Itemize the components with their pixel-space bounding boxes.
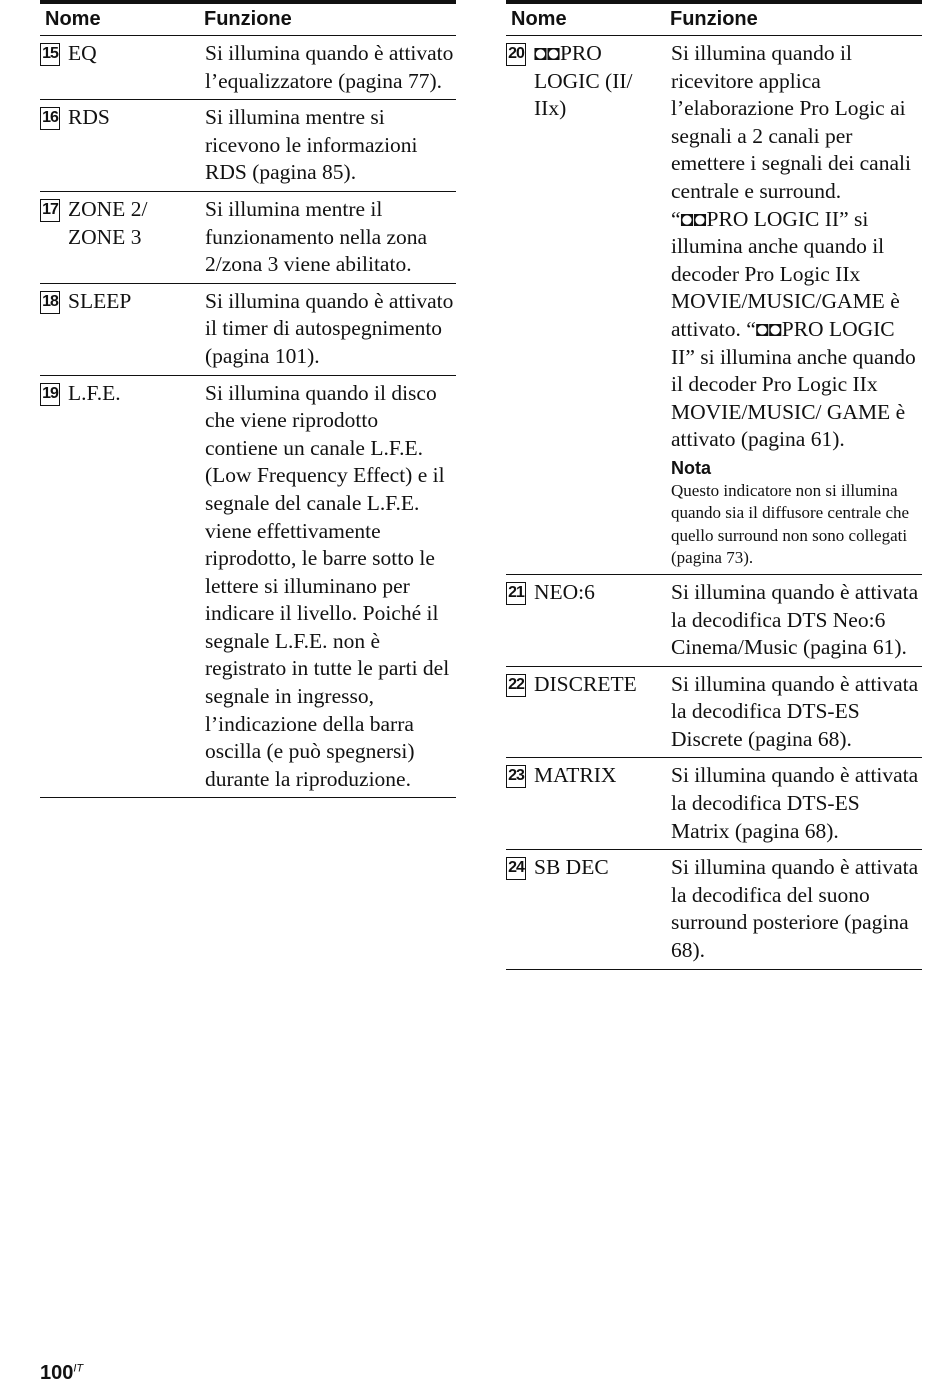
item-function: Si illumina quando è attivata la decodifica DTS-ES Matrix (pagina 68). [671, 763, 919, 843]
item-number: 21 [506, 582, 526, 605]
item-function: Si illumina mentre si ricevono le informazioni RDS (pagina 85). [205, 105, 418, 185]
item-function: Si illumina mentre il funzionamento nella zona 2/zona 3 viene abilitato. [205, 196, 428, 277]
item-function: Si illumina quando il disco che viene riprodotto contiene un canale L.F.E. (Low Frequency Effect) e il segnale del canale L.F.E. viene effettivamente riprodotto, le barre sotto le lettere si illuminano per indicare il livello. Poiché il segnale L.F.E. non è registrato in tutte le parti del segnale in ingresso, l’indicazione della barra oscilla (e può spegnersi) durante la riproduzione. [205, 380, 450, 791]
item-number: 19 [40, 383, 60, 406]
item-name: NEO:6 [534, 579, 595, 604]
table-row [40, 100, 456, 192]
table-row [506, 575, 922, 667]
item-function: Si illumina quando è attivato l’equalizzatore (pagina 77). [205, 41, 454, 93]
item-function: Si illumina quando il ricevitore applica l’elaborazione Pro Logic ai segnali a 2 canali per emettere i segnali dei canali centrale e surround. “◘◘PRO LOGIC II” si illumina anche quando il decoder Pro Logic IIx MOVIE/MUSIC/GAME è attivato. “◘◘PRO LOGIC II” si illumina anche quando il decoder Pro Logic IIx MOVIE/MUSIC/ GAME è attivato (pagina 61). [671, 41, 916, 452]
page-number [40, 1362, 83, 1385]
table-header [40, 0, 456, 36]
item-name: EQ [68, 41, 97, 65]
item-function: Si illumina quando è attivata la decodifica DTS Neo:6 Cinema/Music (pagina 61). [671, 579, 919, 660]
left-table [40, 0, 456, 798]
table-row [506, 667, 922, 759]
item-number: 24 [506, 857, 526, 880]
item-name: L.F.E. [68, 380, 121, 405]
table-header [506, 0, 922, 36]
item-number: 18 [40, 291, 60, 314]
item-name: ZONE 2/ ZONE 3 [68, 196, 148, 249]
table-row [506, 36, 922, 575]
page-number-suffix: IT [73, 1362, 84, 1375]
table-row [506, 850, 922, 969]
item-name: DISCRETE [534, 671, 637, 696]
item-name: SB DEC [534, 855, 609, 880]
item-number: 17 [40, 199, 60, 222]
item-name: MATRIX [534, 763, 617, 788]
item-function: Si illumina quando è attivato il timer di autospegnimento (pagina 101). [205, 288, 454, 368]
item-number: 20 [506, 43, 526, 66]
item-name: SLEEP [68, 288, 132, 313]
right-table [506, 0, 922, 970]
note-text: Questo indicatore non si illumina quando sia il diffusore centrale che quello surround non sono collegati (pagina 73). [671, 480, 910, 568]
item-number: 15 [40, 43, 60, 66]
header-function: Funzione [204, 8, 292, 30]
table-row [506, 758, 922, 850]
header-name: Nome [511, 8, 567, 30]
table-row [40, 284, 456, 376]
header-name: Nome [45, 8, 101, 30]
header-function: Funzione [670, 8, 758, 30]
item-number: 16 [40, 107, 60, 130]
item-number: 22 [506, 674, 526, 697]
table-row [40, 376, 456, 799]
note-title: Nota [671, 457, 711, 478]
item-number: 23 [506, 765, 526, 788]
item-name: ◘◘PRO LOGIC (II/ IIx) [534, 41, 633, 121]
page-number-value: 100 [40, 1362, 74, 1384]
item-function: Si illumina quando è attivata la decodifica DTS-ES Discrete (pagina 68). [671, 671, 919, 751]
table-row [40, 36, 456, 100]
item-function: Si illumina quando è attivata la decodifica del suono surround posteriore (pagina 68). [671, 855, 919, 963]
table-row [40, 192, 456, 284]
item-name: RDS [68, 105, 110, 130]
